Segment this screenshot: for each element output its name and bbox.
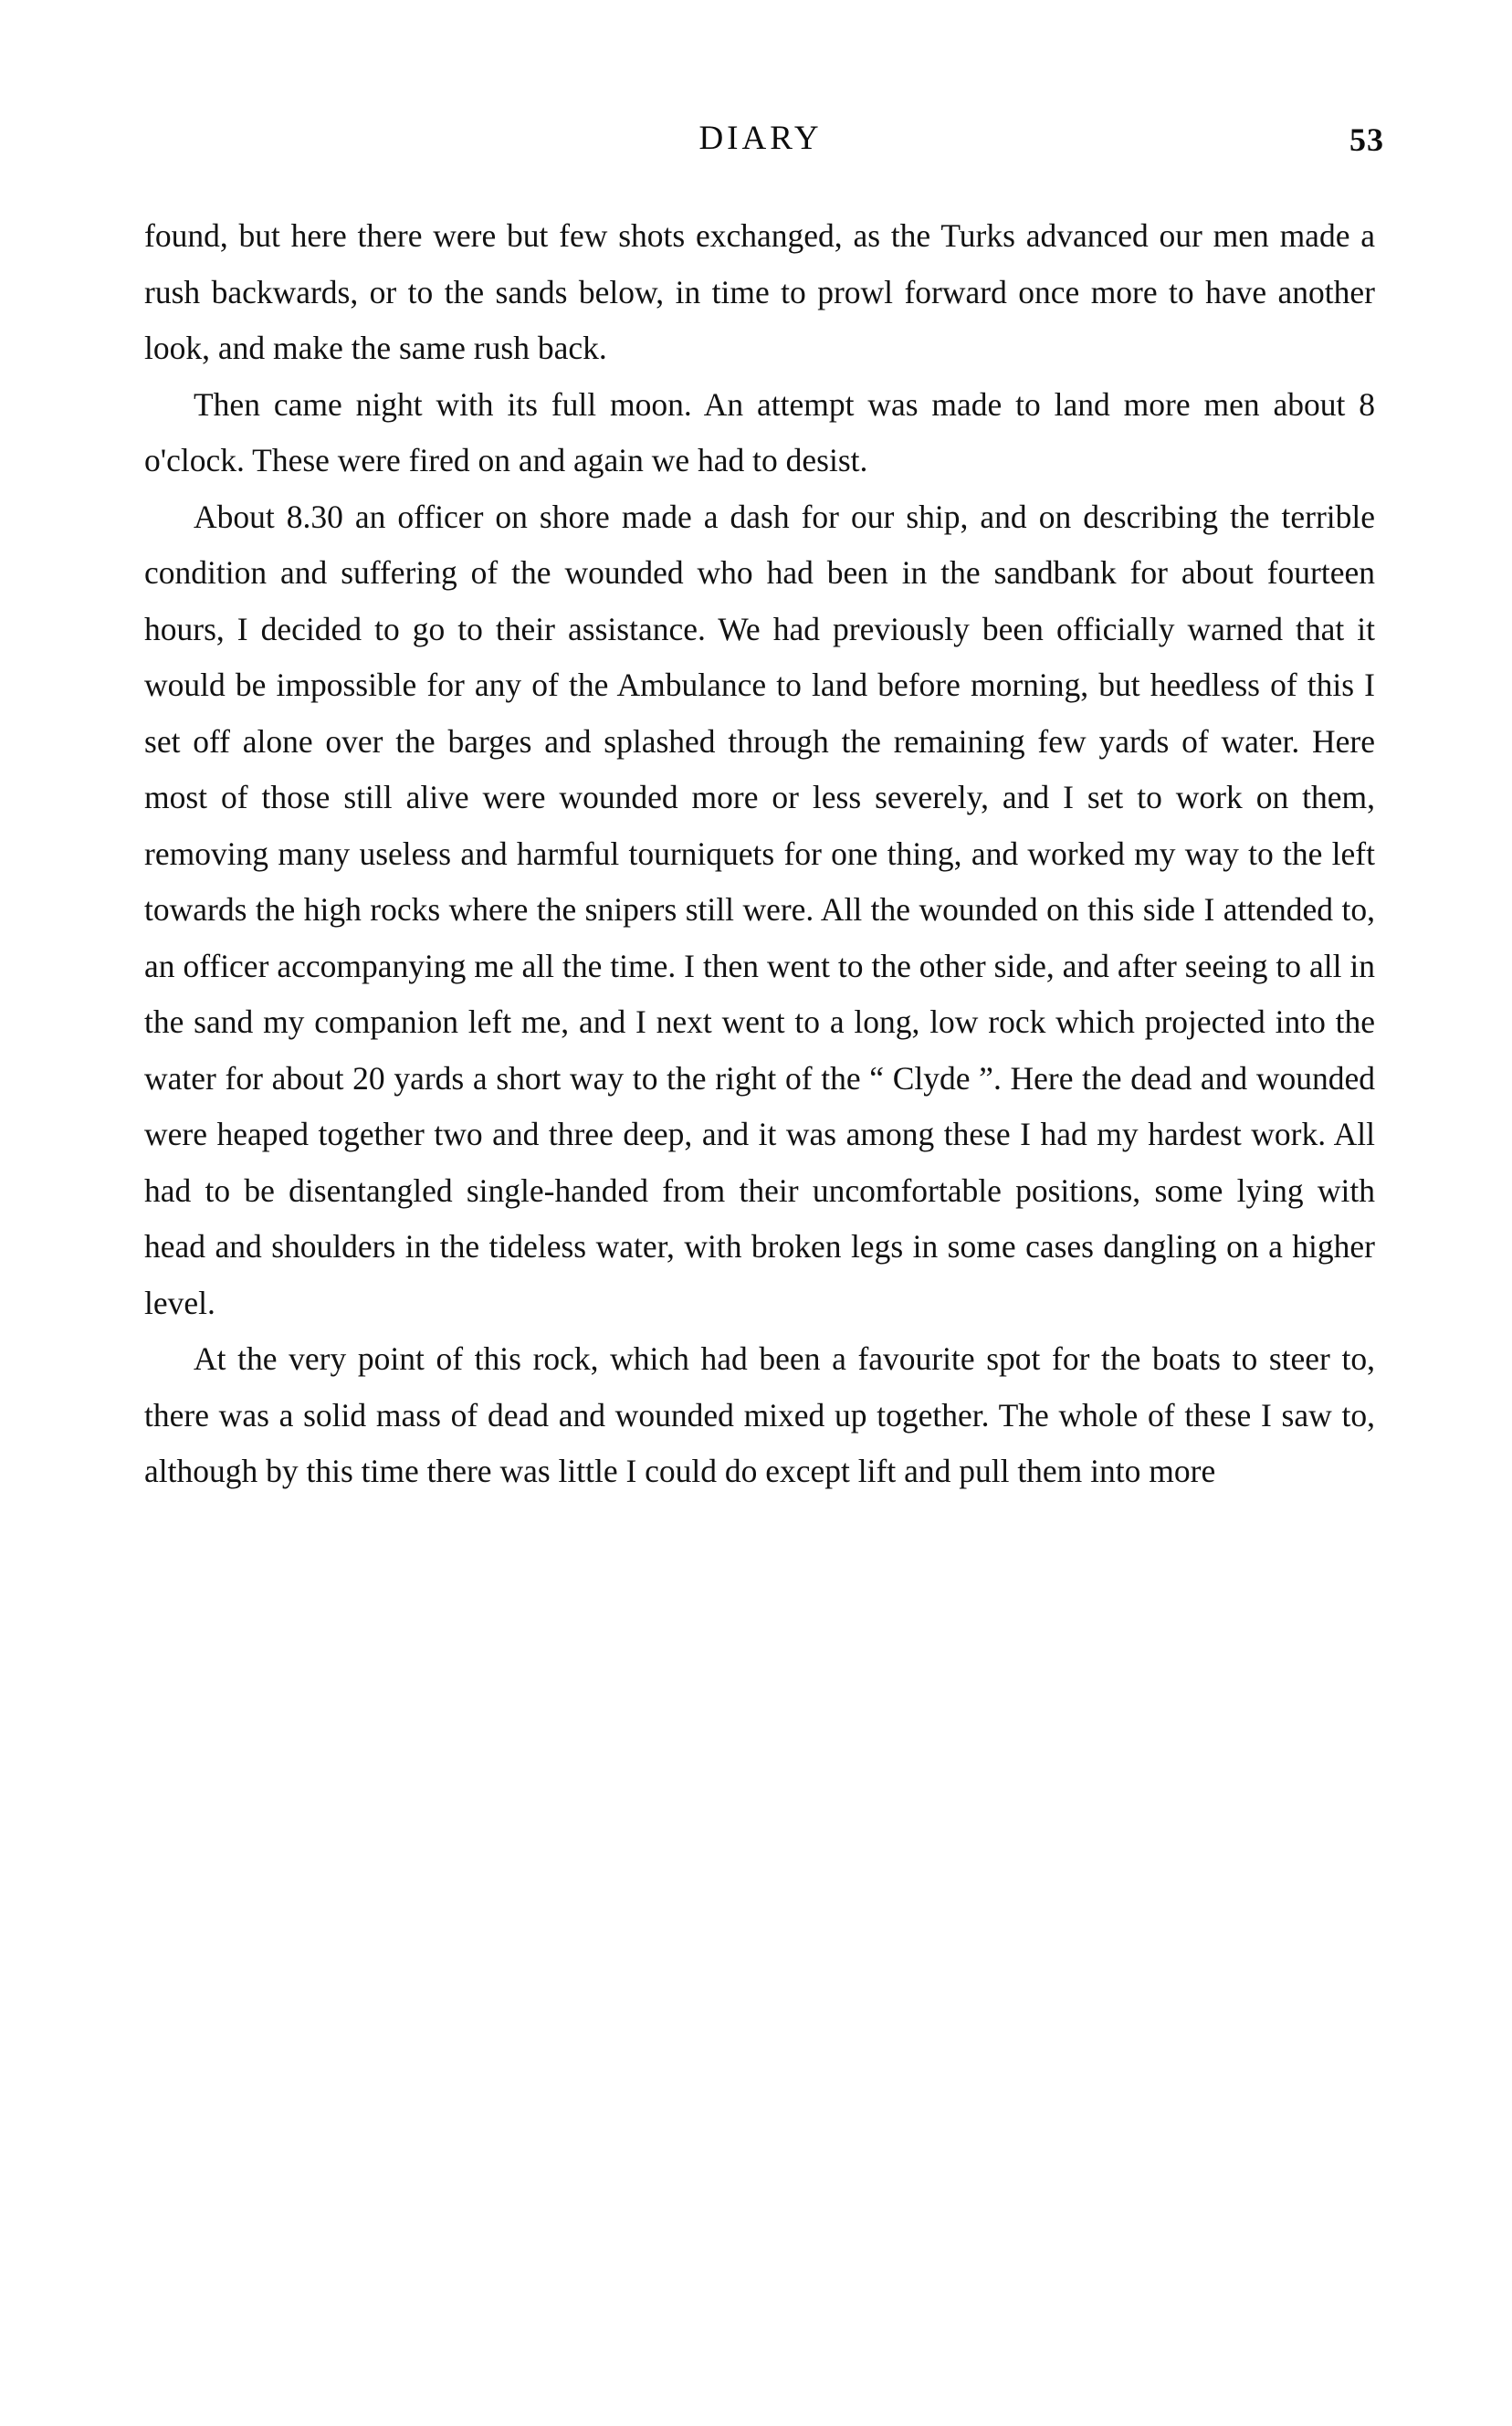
paragraph: Then came night with its full moon. An attempt was made to land more men about 8 o'clock. These were fired on and again we had to desist. — [144, 385, 1375, 478]
page-header — [137, 119, 1384, 173]
body-text — [144, 208, 1375, 1500]
paragraph: At the very point of this rock, which had been a favourite spot for the boats to steer to, there was a solid mass of dead and wounded mixed up together. The whole of these I saw to, although by this time there was little I could do except lift and pull them into more — [144, 1340, 1375, 1489]
page-number: 53 — [1349, 121, 1384, 158]
running-head: DIARY — [698, 120, 823, 157]
paragraph: found, but here there were but few shots exchanged, as the Turks advanced our men made a rush backwards, or to the sands below, in time to prowl forward once more to have another look, and make the same rush back. — [144, 217, 1375, 366]
paragraph: About 8.30 an officer on shore made a dash for our ship, and on describing the terrible condition and suffering of the wounded who had been in the sandbank for about fourteen hours, I decided to go to their assistance. We had previously been officially warned that it would be impossible for any of the Ambulance to land before morning, but heedless of this I set off alone over the barges and splashed through the remaining few yards of water. Here most of those still alive were wounded more or less severely, and I set to work on them, removing many useless and harmful tourniquets for one thing, and worked my way to the left towards the high rocks where the snipers still were. All the wounded on this side I attended to, an officer accompanying me all the time. I then went to the other side, and after seeing to all in the sand my companion left me, and I next went to a long, low rock which projected into the water for about 20 yards a short way to the right of the “ Clyde ”. Here the dead and wounded were heaped together two and three deep, and it was among these I had my hardest work. All had to be disentangled single-handed from their uncomfortable positions, some lying with head and shoulders in the tideless water, with broken legs in some cases dangling on a higher level. — [144, 498, 1375, 1321]
